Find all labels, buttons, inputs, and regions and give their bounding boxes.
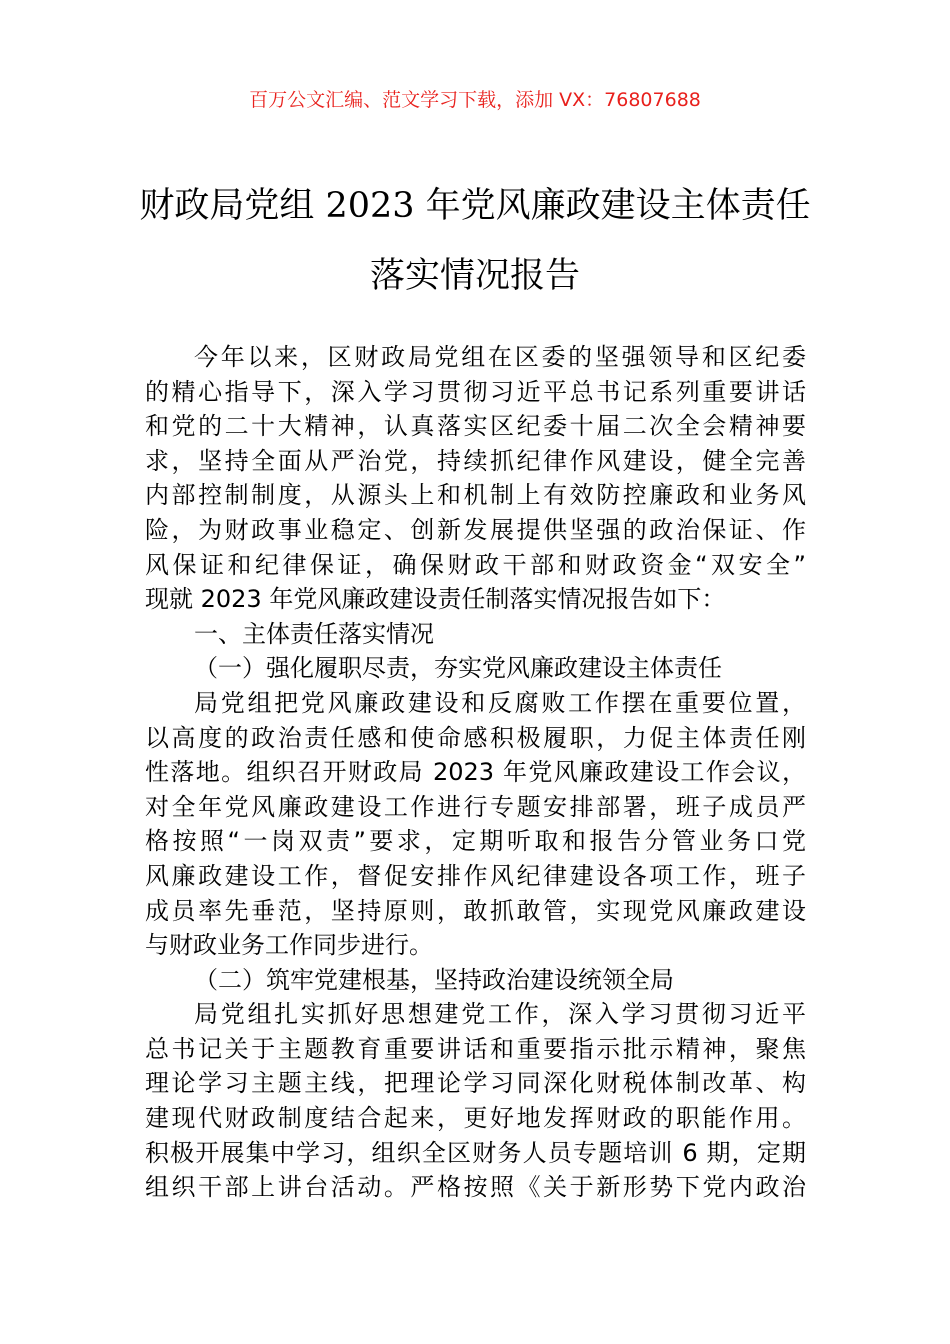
document-title-line-1: 财政局党组 2023 年党风廉政建设主体责任 — [139, 186, 811, 226]
document-body — [145, 340, 806, 1205]
text-line: 格按照“一岗双责”要求，定期听取和报告分管业务口党 — [145, 827, 806, 856]
text-line: 现就 2023 年党风廉政建设责任制落实情况报告如下： — [145, 585, 726, 614]
text-line: 成员率先垂范，坚持原则，敢抓敢管，实现党风廉政建设 — [145, 896, 806, 925]
document-title-line-2: 落实情况报告 — [369, 256, 580, 296]
text-line: 今年以来，区财政局党组在区委的坚强领导和区纪委 — [194, 343, 806, 371]
text-line: 的精心指导下，深入学习贯彻习近平总书记系列重要讲话 — [145, 377, 806, 406]
text-line: 内部控制制度，从源头上和机制上有效防控廉政和业务风 — [145, 481, 806, 510]
text-line: 局党组把党风廉政建设和反腐败工作摆在重要位置， — [194, 688, 806, 717]
text-line: 总书记关于主题教育重要讲话和重要指示批示精神，聚焦 — [145, 1034, 806, 1063]
text-line: 建现代财政制度结合起来，更好地发挥财政的职能作用。 — [145, 1104, 806, 1133]
text-line: 求，坚持全面从严治党，持续抓纪律作风建设，健全完善 — [145, 446, 806, 475]
text-line: 性落地。组织召开财政局 2023 年党风廉政建设工作会议， — [145, 758, 806, 787]
text-line: 积极开展集中学习，组织全区财务人员专题培训 6 期，定期 — [145, 1138, 806, 1167]
text-line: （二）筑牢党建根基，坚持政治建设统领全局 — [194, 965, 674, 994]
text-line: 以高度的政治责任感和使命感积极履职，力促主体责任刚 — [145, 723, 806, 752]
text-line: 和党的二十大精神，认真落实区纪委十届二次全会精神要 — [145, 412, 806, 441]
text-line: 组织干部上讲台活动。严格按照《关于新形势下党内政治 — [145, 1173, 806, 1202]
text-line: 风廉政建设工作，督促安排作风纪律建设各项工作，班子 — [145, 861, 806, 890]
text-line: 一、主体责任落实情况 — [194, 619, 434, 648]
text-line: 理论学习主题主线，把理论学习同深化财税体制改革、构 — [145, 1069, 806, 1098]
text-line: （一）强化履职尽责，夯实党风廉政建设主体责任 — [194, 654, 722, 683]
text-line: 与财政业务工作同步进行。 — [145, 931, 433, 960]
text-line: 局党组扎实抓好思想建党工作，深入学习贯彻习近平 — [194, 1000, 806, 1029]
text-line: 风保证和纪律保证，确保财政干部和财政资金“双安全” — [145, 550, 806, 579]
text-line: 险，为财政事业稳定、创新发展提供坚强的政治保证、作 — [145, 515, 806, 544]
watermark-banner: 百万公文汇编、范文学习下载，添加 VX：76807688 — [249, 89, 701, 111]
text-line: 对全年党风廉政建设工作进行专题安排部署，班子成员严 — [145, 792, 806, 821]
